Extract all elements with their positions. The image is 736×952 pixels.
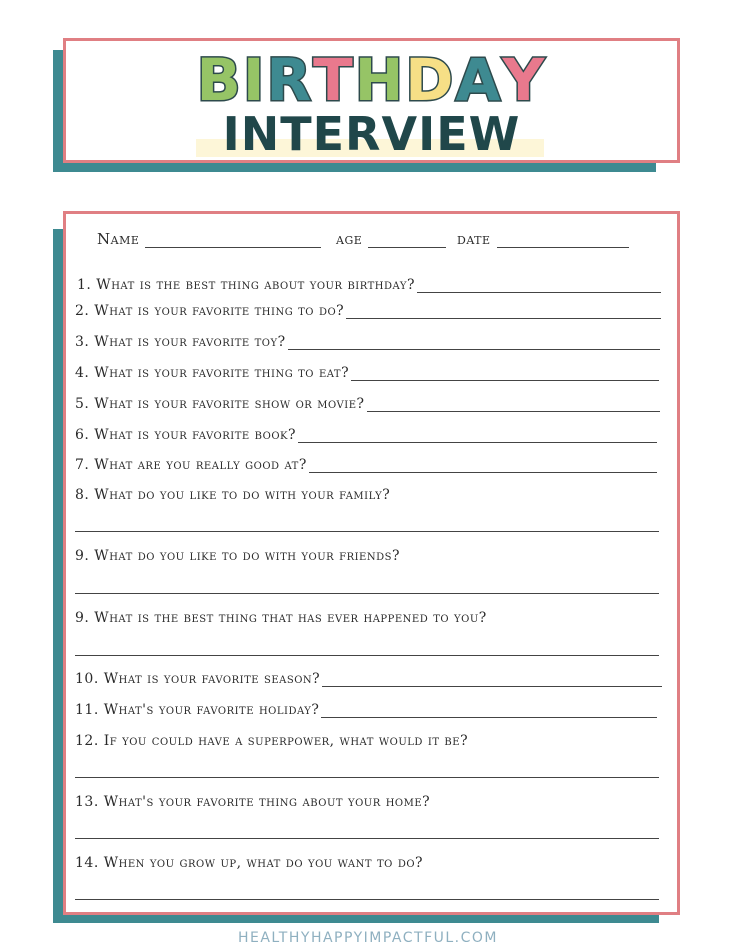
title-letter: R: [266, 46, 314, 114]
title-letter: H: [354, 46, 406, 114]
title-interview: INTERVIEW: [222, 107, 521, 161]
title-letter: I: [242, 46, 267, 114]
title-letter: B: [196, 46, 243, 114]
answer-line[interactable]: [75, 899, 659, 900]
question-1[interactable]: [77, 277, 661, 293]
answer-line[interactable]: [346, 306, 661, 319]
age-blank[interactable]: [368, 235, 446, 248]
date-label: date: [457, 230, 491, 248]
answer-line[interactable]: [298, 430, 657, 443]
question-text: 11. What's your favorite holiday?: [75, 702, 320, 718]
question-10[interactable]: [75, 671, 662, 687]
age-label: age: [336, 230, 363, 248]
name-label: Name: [97, 230, 140, 248]
title-letter: D: [405, 46, 456, 114]
question-2[interactable]: [75, 303, 661, 319]
title-birthday: [66, 47, 677, 113]
date-blank[interactable]: [497, 235, 629, 248]
date-field[interactable]: [457, 230, 629, 248]
question-text: 10. What is your favorite season?: [75, 671, 321, 687]
question-9b: [75, 610, 660, 626]
question-9: [75, 548, 660, 564]
question-text: 6. What is your favorite book?: [75, 427, 297, 443]
question-3[interactable]: [75, 334, 660, 350]
question-text: 14. When you grow up, what do you want to do?: [75, 855, 424, 871]
age-field[interactable]: [336, 230, 446, 248]
question-5[interactable]: [75, 396, 660, 412]
question-text: 13. What's your favorite thing about your home?: [75, 794, 431, 810]
question-text: 8. What do you like to do with your family?: [75, 487, 391, 503]
header-frame: [63, 38, 680, 163]
question-text: 1. What is the best thing about your birthday?: [77, 277, 415, 293]
title-letter: Y: [502, 46, 547, 114]
question-text: 9. What is the best thing that has ever happened to you?: [75, 610, 487, 626]
question-text: 9. What do you like to do with your friends?: [75, 548, 400, 564]
footer-website[interactable]: HEALTHYHAPPYIMPACTFUL.COM: [237, 930, 499, 946]
question-12: [75, 733, 660, 749]
question-6[interactable]: [75, 427, 657, 443]
question-text: 7. What are you really good at?: [75, 457, 307, 473]
title-letter: T: [313, 46, 355, 114]
question-4[interactable]: [75, 365, 659, 381]
answer-line[interactable]: [367, 399, 660, 412]
answer-line[interactable]: [351, 368, 659, 381]
answer-line[interactable]: [309, 460, 657, 473]
answer-line[interactable]: [75, 531, 659, 532]
question-14: [75, 855, 660, 871]
answer-line[interactable]: [75, 655, 659, 656]
question-text: 3. What is your favorite toy?: [75, 334, 286, 350]
answer-line[interactable]: [75, 593, 659, 594]
answer-line[interactable]: [75, 777, 659, 778]
question-text: 4. What is your favorite thing to eat?: [75, 365, 350, 381]
answer-line[interactable]: [417, 280, 661, 293]
question-13: [75, 794, 660, 810]
question-8: [75, 487, 660, 503]
question-11[interactable]: [75, 702, 657, 718]
name-blank[interactable]: [145, 235, 321, 248]
answer-line[interactable]: [322, 674, 662, 687]
name-field[interactable]: [97, 230, 321, 248]
question-text: 2. What is your favorite thing to do?: [75, 303, 345, 319]
question-text: 12. If you could have a superpower, what would it be?: [75, 733, 469, 749]
answer-line[interactable]: [75, 838, 659, 839]
answer-line[interactable]: [288, 337, 660, 350]
question-text: 5. What is your favorite show or movie?: [75, 396, 365, 412]
question-7[interactable]: [75, 457, 657, 473]
title-letter: A: [455, 46, 503, 114]
answer-line[interactable]: [321, 705, 657, 718]
